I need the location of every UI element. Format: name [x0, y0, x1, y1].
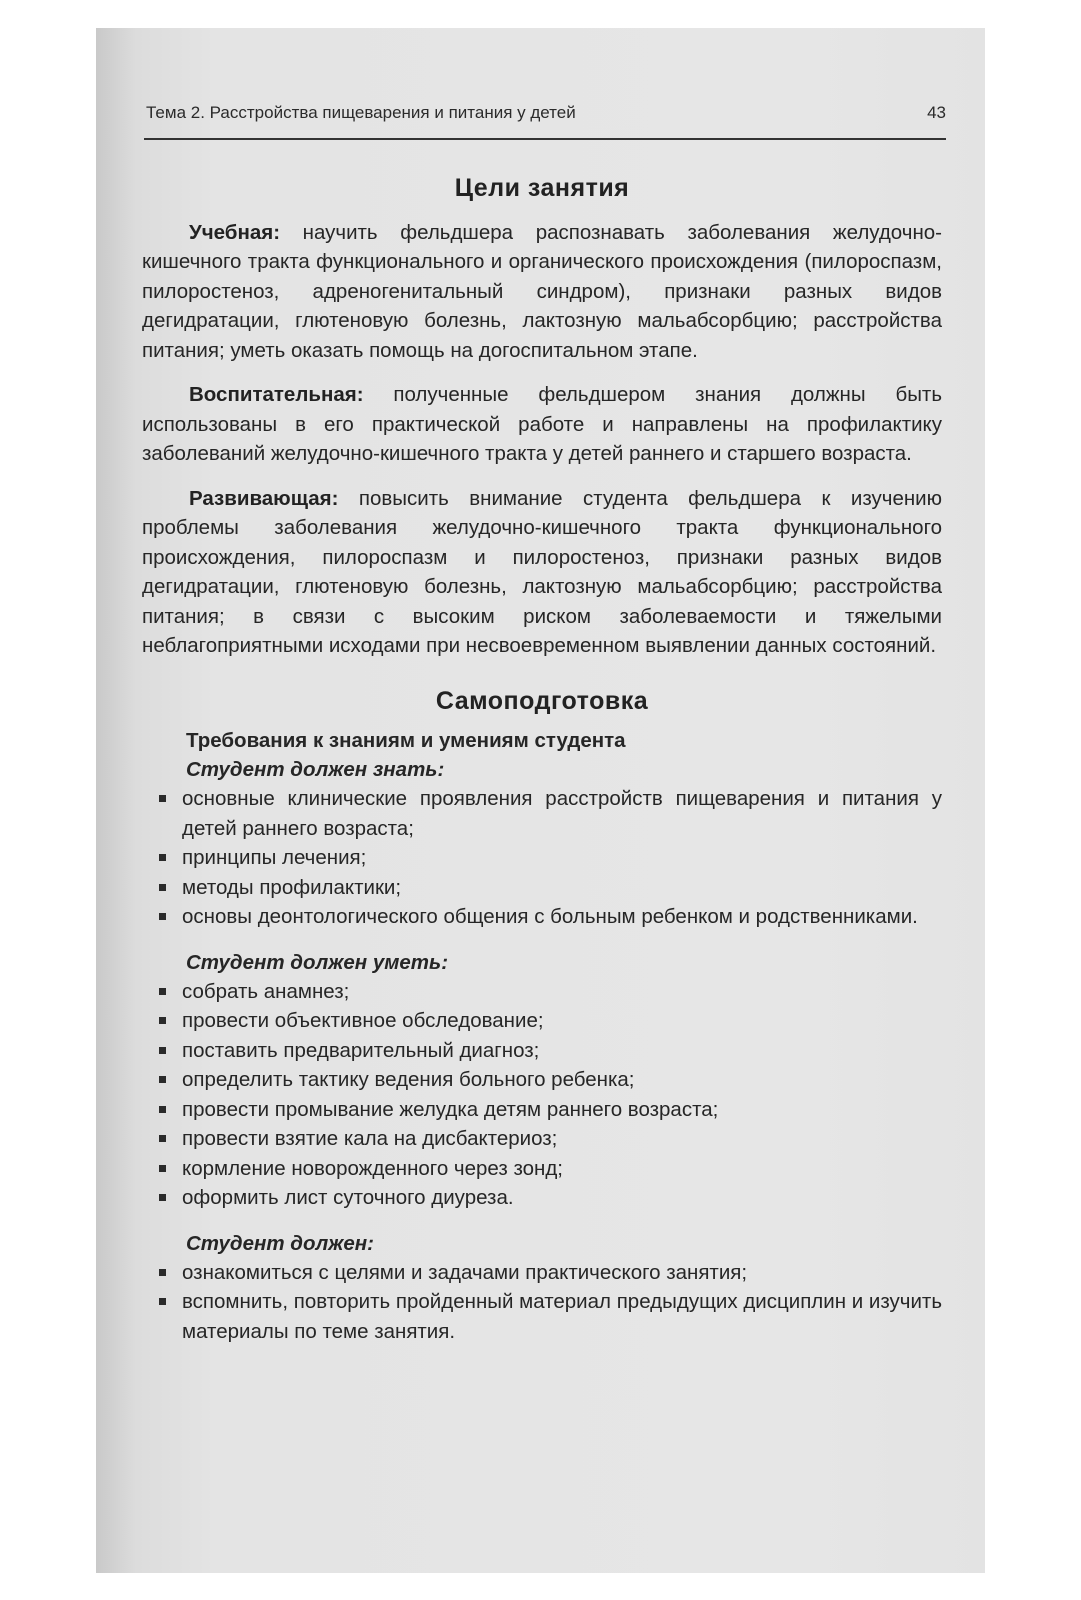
- goal-text: полученные фельдшером знания должны быть использованы в его практической работе и направлены на профилактику заболеваний желудочно-кишечного тракта у детей раннего и старшего возраста.: [142, 383, 942, 465]
- header-rule: [144, 138, 946, 140]
- list-item: поставить предварительный диагноз;: [142, 1036, 942, 1066]
- list-item: кормление новорожденного через зонд;: [142, 1154, 942, 1184]
- self-prep-heading: Самоподготовка: [435, 686, 649, 715]
- know-label: Студент должен знать:: [186, 758, 445, 781]
- list-item: провести объективное обследование;: [142, 1006, 942, 1036]
- list-item: определить тактику ведения больного ребенка;: [142, 1065, 942, 1095]
- goal-text: повысить внимание студента фельдшера к изучению проблемы заболевания желудочно-кишечного тракта функционального происхождения, пилороспазм и пилоростеноз, признаки разных видов дегидратации, глютеновую болезнь, лактозную мальабсорбцию; расстройства питания; в связи с высоким риском заболеваемости и тяжелыми неблагоприятными исходами при несвоевременном выявлении данных состояний.: [142, 486, 942, 657]
- goal-paragraph-educational: [142, 218, 942, 366]
- list-item: основы деонтологического общения с больным ребенком и родственниками.: [142, 902, 942, 932]
- list-item: собрать анамнез;: [142, 977, 942, 1007]
- list-item: провести промывание желудка детям раннего возраста;: [142, 1095, 942, 1125]
- able-list: [142, 977, 942, 1213]
- goal-lead: Учебная:: [189, 220, 281, 244]
- goal-paragraph-developing: [142, 484, 942, 661]
- page-number: 43: [927, 103, 946, 122]
- goal-lead: Воспитательная:: [189, 383, 364, 406]
- running-header: [146, 103, 946, 123]
- goal-lead: Развивающая:: [189, 486, 339, 510]
- page-content: [142, 168, 942, 1362]
- must-label: Студент должен:: [186, 1231, 374, 1255]
- able-label: Студент должен уметь:: [186, 950, 449, 974]
- goals-heading: Цели занятия: [454, 174, 630, 202]
- list-item: основные клинические проявления расстройств пищеварения и питания у детей раннего возраста;: [142, 784, 942, 843]
- list-item: вспомнить, повторить пройденный материал предыдущих дисциплин и изучить материалы по теме занятия.: [142, 1287, 942, 1346]
- running-title: Тема 2. Расстройства пищеварения и питания у детей: [146, 103, 576, 122]
- list-item: ознакомиться с целями и задачами практического занятия;: [142, 1258, 942, 1288]
- list-item: провести взятие кала на дисбактериоз;: [142, 1124, 942, 1154]
- goal-text: научить фельдшера распознавать заболевания желудочно-кишечного тракта функционального и органического происхождения (пилороспазм, пилоростеноз, адреногенитальный синдром), признаки разных видов дегидратации, глютеновую болезнь, лактозную мальабсорбцию; расстройства питания; уметь оказать помощь на догоспитальном этапе.: [142, 220, 942, 362]
- list-item: принципы лечения;: [142, 843, 942, 873]
- know-list: [142, 784, 942, 932]
- must-list: [142, 1258, 942, 1347]
- list-item: методы профилактики;: [142, 873, 942, 903]
- requirements-heading: Требования к знаниям и умениям студента: [186, 729, 626, 752]
- list-item: оформить лист суточного диуреза.: [142, 1183, 942, 1213]
- goal-paragraph-upbringing: [142, 380, 942, 469]
